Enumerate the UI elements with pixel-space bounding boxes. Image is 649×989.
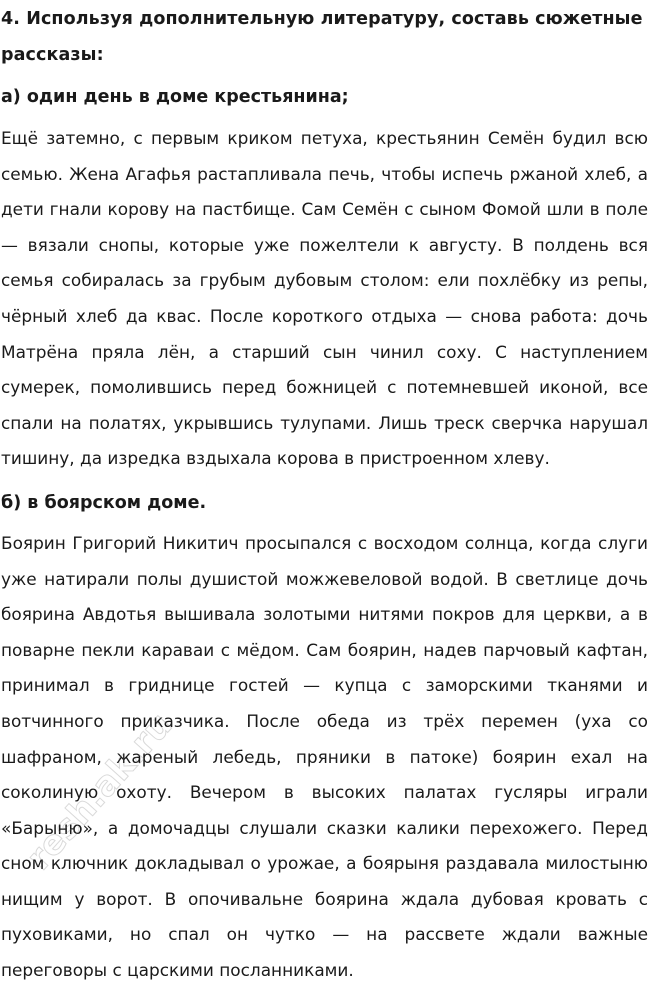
section-b-text: Боярин Григорий Никитич просыпался с восходом солнца, когда слуги уже натирали полы душистой можжевеловой водой. В светлице дочь боярина Авдотья вышивала золотыми нитями покров для церкви, а в поварне пекли караваи с мёдом. Сам боярин, надев парчовый кафтан, принимал в гриднице гостей — купца с заморскими тканями и вотчинного приказчика. После обеда из трёх перемен (уха со шафраном, жареный лебедь, пряники в патоке) боярин ехал на соколиную охоту. Вечером в высоких палатах гусляры играли «Барыню», а домочадцы слушали сказки калики перехожего. Перед сном ключник докладывал о урожае, а боярыня раздавала милостыню нищим у ворот. В опочивальне боярина ждала дубовая кровать с пуховиками, но спал он чутко — на рассвете ждали важные переговоры с царскими посланниками.	[1, 532, 648, 981]
section-b-heading: б) в боярском доме.	[1, 492, 207, 513]
section-a-heading: а) один день в доме крестьянина;	[1, 87, 349, 107]
watermark-text: resh.ak.ru	[18, 705, 181, 879]
task-title: 4. Используя дополнительную литературу, составь сюжетные рассказы:	[1, 9, 643, 65]
section-a-text: Ещё затемно, с первым криком петуха, крестьянин Семён будил всю семью. Жена Агафья растапливала печь, чтобы испечь ржаной хлеб, а дети гнали корову на пастбище. Сам Семён с сыном Фомой шли в поле — вязали снопы, которые уже пожелтели к августу. В полдень вся семья собиралась за грубым дубовым столом: ели похлёбку из репы, чёрный хлеб да квас. После короткого отдыха — снова работа: дочь Матрёна пряла лён, а старший сын чинил соху. С наступлением сумерек, помолившись перед божницей с потемневшей иконой, все спали на полатях, укрывшись тулупами. Лишь треск сверчка нарушал тишину, да изредка вздыхала корова в пристроенном хлеву.	[1, 128, 648, 469]
